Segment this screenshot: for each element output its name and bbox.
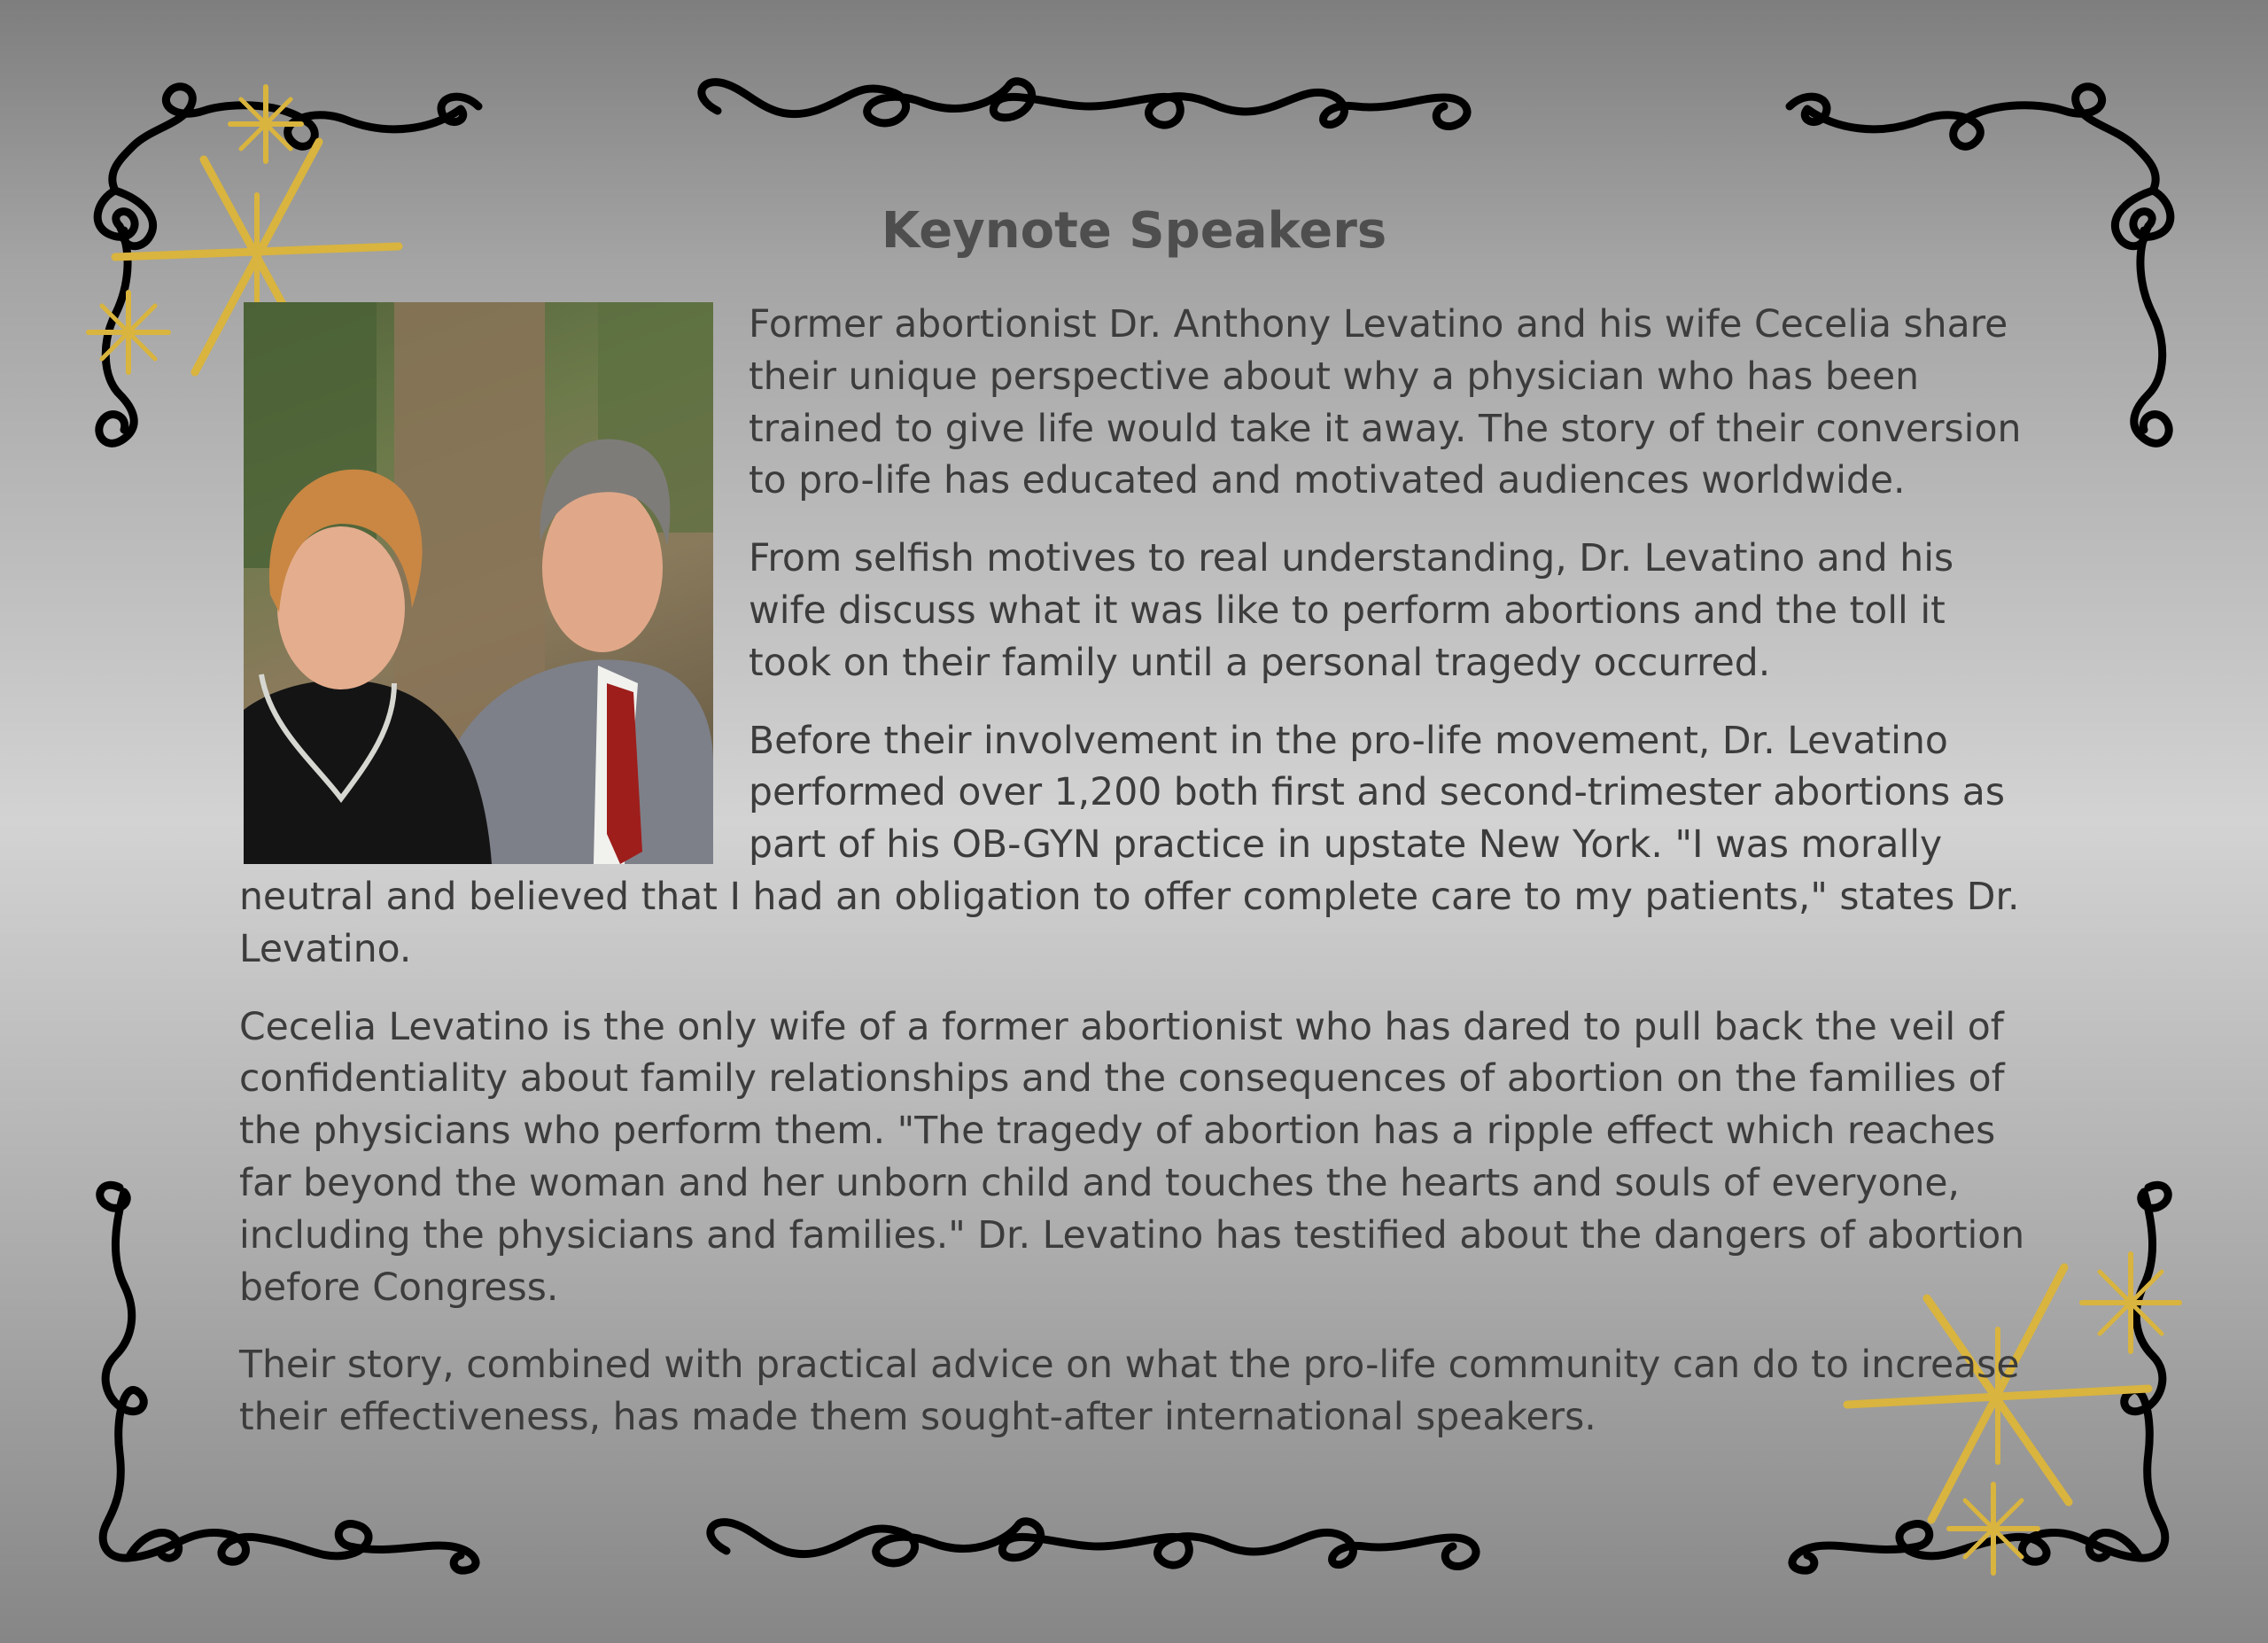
bottom-scroll-flourish-icon — [687, 1498, 1511, 1595]
speakers-photo — [244, 302, 713, 864]
paragraph-5: Their story, combined with practical advice on what the pro-life community can do to increase their effectiveness, has made them sought-after international speakers. — [239, 1343, 2020, 1440]
speaker-description — [239, 300, 2025, 1470]
paragraph-3: Before their involvement in the pro-life movement, Dr. Levatino performed over 1,200 both first and second-trimester abortions as part of his OB-GYN practice in upstate New York. "I was morally neutral and believed that I had an obligation to offer complete care to my patients," states Dr. Levatino. — [239, 719, 2020, 971]
page-title: Keynote Speakers — [881, 202, 1387, 260]
paragraph-4: Cecelia Levatino is the only wife of a former abortionist who has dared to pull back the veil of confidentiality about family relationships and the consequences of abortion on the families of the physicians who perform them. "The tragedy of abortion has a ripple effect which reaches far beyond the woman and her unborn child and touches the hearts and souls of everyone, including the physicians and families." Dr. Levatino has testified about the dangers of abortion before Congress. — [239, 1005, 2025, 1310]
paragraph-1: Former abortionist Dr. Anthony Levatino and his wife Cecelia share their unique perspective about why a physician who has been trained to give life would take it away. The story of their conversion to pro-life has educated and motivated audiences worldwide. — [749, 303, 2022, 503]
top-scroll-flourish-icon — [682, 71, 1497, 160]
paragraph-2: From selfish motives to real understanding, Dr. Levatino and his wife discuss what it was like to perform abortions and the toll it took on their family until a personal tragedy occurred. — [749, 537, 1954, 685]
